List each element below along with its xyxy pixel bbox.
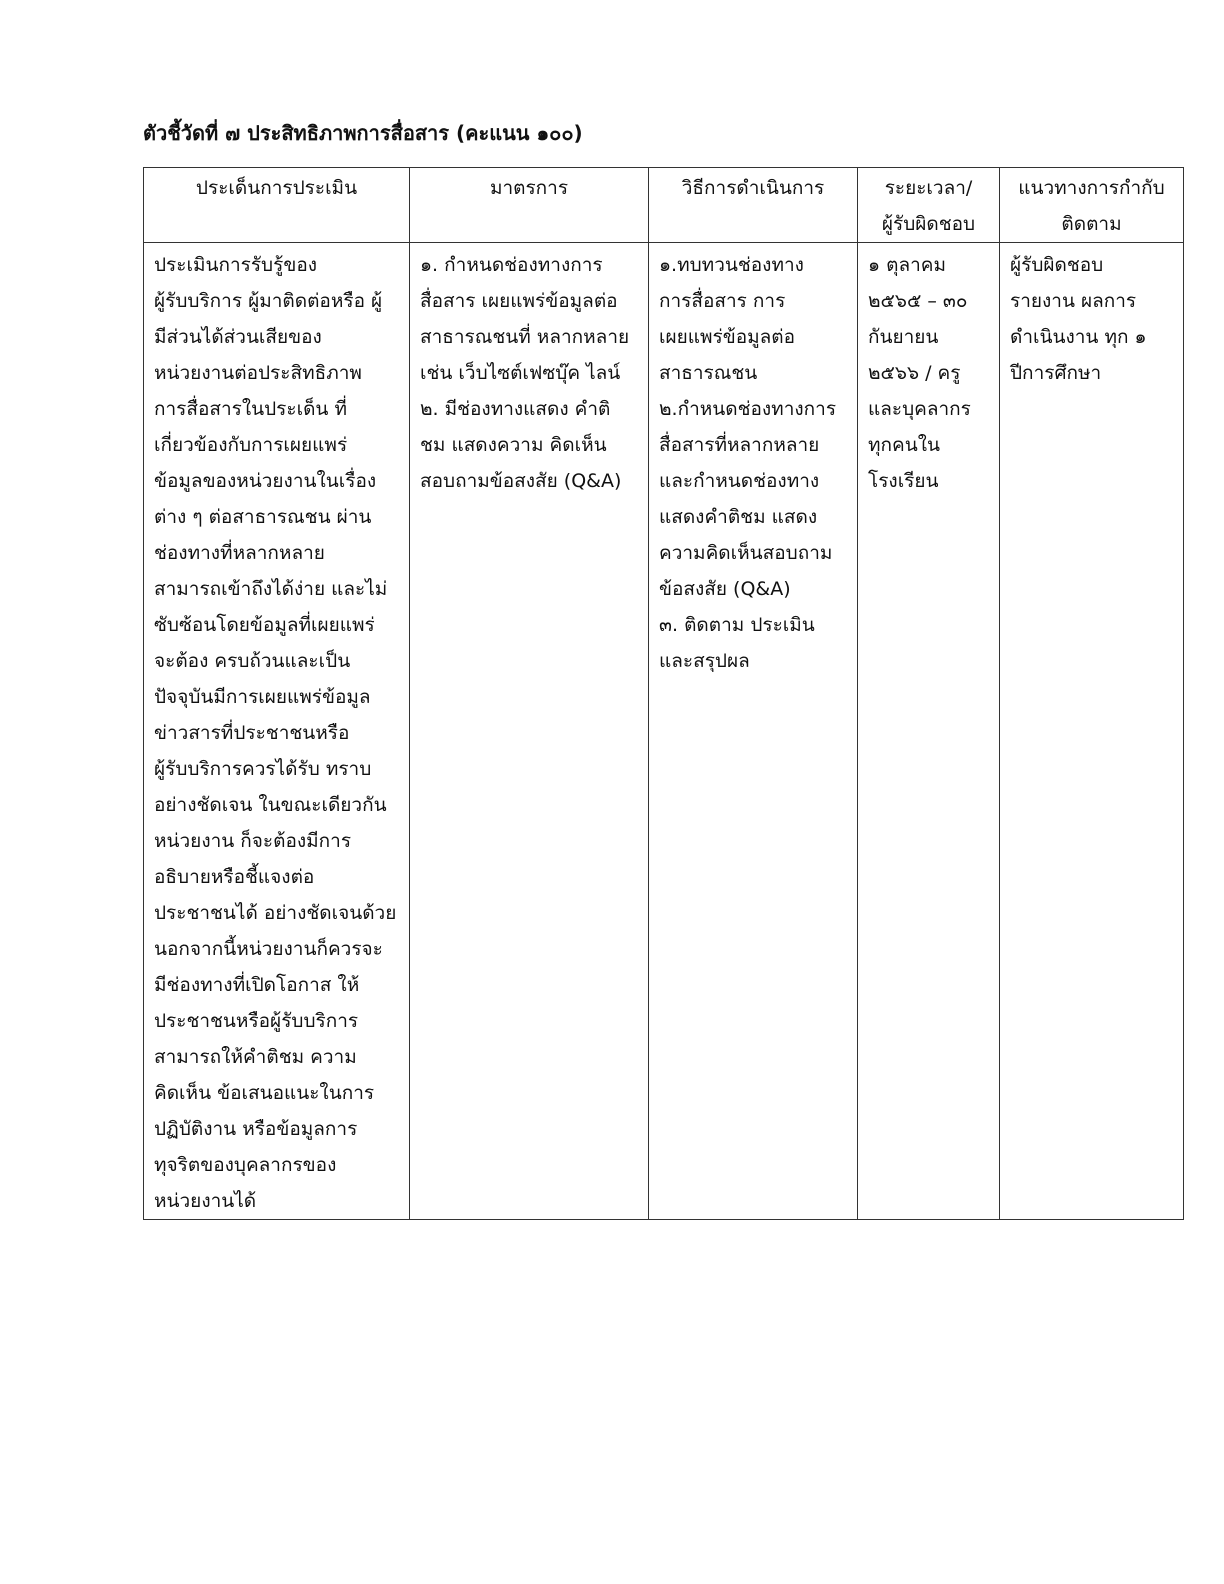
header-line: วิธีการดำเนินการ: [681, 177, 825, 199]
cell-line: และกำหนดช่องทาง: [659, 470, 820, 492]
cell-line: กันยายน: [868, 326, 939, 348]
kpi-table: [143, 167, 1184, 1220]
cell-line: ช่องทางที่หลากหลาย: [154, 542, 325, 564]
cell-line: ข่าวสารที่ประชาชนหรือ: [154, 722, 350, 744]
header-measures: [410, 168, 649, 243]
cell-line: ๑ ตุลาคม: [868, 254, 946, 276]
cell-measures: [410, 243, 649, 1220]
cell-line: ประชาชนหรือผู้รับบริการ: [154, 1010, 359, 1032]
cell-line: หน่วยงาน ก็จะต้องมีการ: [154, 830, 352, 852]
cell-line: เช่น เว็บไซต์เฟซบุ๊ค ไลน์: [420, 362, 621, 384]
cell-line: ๓. ติดตาม ประเมิน: [659, 614, 815, 636]
cell-line: สามารถให้คำติชม ความ: [154, 1046, 357, 1068]
header-line: ประเด็นการประเมิน: [195, 177, 358, 199]
cell-line: ทุกคนใน: [868, 434, 940, 456]
cell-line: เผยแพร่ข้อมูลต่อ: [659, 326, 796, 348]
cell-line: สาธารณชน: [659, 362, 758, 384]
cell-line: แสดงคำติชม แสดง: [659, 506, 818, 528]
cell-line: สาธารณชนที่ หลากหลาย: [420, 326, 630, 348]
cell-line: ๒.กำหนดช่องทางการ: [659, 398, 837, 420]
table-header-row: [144, 168, 1184, 243]
cell-assessment: [144, 243, 410, 1220]
cell-line: สามารถเข้าถึงได้ง่าย และไม่: [154, 578, 388, 600]
header-monitoring: [1000, 168, 1184, 243]
cell-line: อย่างชัดเจน ในขณะเดียวกัน: [154, 794, 387, 816]
cell-line: ปีการศึกษา: [1010, 362, 1102, 384]
cell-line: มีช่องทางที่เปิดโอกาส ให้: [154, 974, 360, 996]
cell-line: อธิบายหรือชี้แจงต่อ: [154, 866, 315, 888]
cell-line: หน่วยงานได้: [154, 1190, 257, 1212]
cell-line: สื่อสาร เผยแพร่ข้อมูลต่อ: [420, 290, 618, 312]
cell-line: ๑. กำหนดช่องทางการ: [420, 254, 603, 276]
cell-line: จะต้อง ครบถ้วนและเป็น: [154, 650, 351, 672]
cell-line: การสื่อสารในประเด็น ที่: [154, 398, 347, 420]
cell-line: ต่าง ๆ ต่อสาธารณชน ผ่าน: [154, 506, 372, 528]
header-line: ระยะเวลา/: [884, 177, 973, 199]
cell-line: มีส่วนได้ส่วนเสียของ: [154, 326, 322, 348]
cell-line: และบุคลากร: [868, 398, 971, 420]
cell-line: ชม แสดงความ คิดเห็น: [420, 434, 607, 456]
cell-line: สอบถามข้อสงสัย (Q&A): [420, 470, 622, 492]
header-line: ผู้รับผิดชอบ: [881, 213, 976, 235]
cell-line: โรงเรียน: [868, 470, 939, 492]
table-row: [144, 243, 1184, 1220]
cell-line: ทุจริตของบุคลากรของ: [154, 1154, 337, 1176]
cell-line: ปฏิบัติงาน หรือข้อมูลการ: [154, 1118, 358, 1140]
cell-monitoring: [1000, 243, 1184, 1220]
cell-line: ประชาชนได้ อย่างชัดเจนด้วย: [154, 902, 397, 924]
header-methods: [649, 168, 858, 243]
cell-line: ซับซ้อนโดยข้อมูลที่เผยแพร่: [154, 614, 375, 636]
cell-line: ประเมินการรับรู้ของ: [154, 254, 318, 276]
cell-period: [858, 243, 1000, 1220]
cell-line: และสรุปผล: [659, 650, 750, 672]
cell-line: ผู้รับบริการควรได้รับ ทราบ: [154, 758, 372, 780]
cell-line: ปัจจุบันมีการเผยแพร่ข้อมูล: [154, 686, 371, 708]
cell-methods: [649, 243, 858, 1220]
cell-line: ผู้รับบริการ ผู้มาติดต่อหรือ ผู้: [154, 290, 383, 312]
header-line: มาตรการ: [489, 177, 569, 199]
document-title: ตัวชี้วัดที่ ๗ ประสิทธิภาพการสื่อสาร (คะแนน ๑๐๐): [143, 121, 583, 145]
header-line: แนวทางการกำกับ: [1018, 177, 1165, 199]
cell-line: ข้อสงสัย (Q&A): [659, 578, 791, 600]
cell-line: ๑.ทบทวนช่องทาง: [659, 254, 804, 276]
header-line: ติดตาม: [1061, 213, 1122, 235]
cell-line: นอกจากนี้หน่วยงานก็ควรจะ: [154, 938, 383, 960]
header-period: [858, 168, 1000, 243]
cell-line: ความคิดเห็นสอบถาม: [659, 542, 833, 564]
cell-line: ๒. มีช่องทางแสดง คำติ: [420, 398, 611, 420]
cell-line: คิดเห็น ข้อเสนอแนะในการ: [154, 1082, 375, 1104]
cell-line: ดำเนินงาน ทุก ๑: [1010, 326, 1147, 348]
cell-line: ผู้รับผิดชอบ: [1010, 254, 1104, 276]
cell-line: ๒๕๖๖ / ครู: [868, 362, 961, 384]
cell-line: รายงาน ผลการ: [1010, 290, 1137, 312]
cell-line: การสื่อสาร การ: [659, 290, 786, 312]
cell-line: หน่วยงานต่อประสิทธิภาพ: [154, 362, 362, 384]
cell-line: ข้อมูลของหน่วยงานในเรื่อง: [154, 470, 377, 492]
cell-line: สื่อสารที่หลากหลาย: [659, 434, 820, 456]
cell-line: ๒๕๖๕ – ๓๐: [868, 290, 968, 312]
header-assessment: [144, 168, 410, 243]
cell-line: เกี่ยวข้องกับการเผยแพร่: [154, 434, 348, 456]
